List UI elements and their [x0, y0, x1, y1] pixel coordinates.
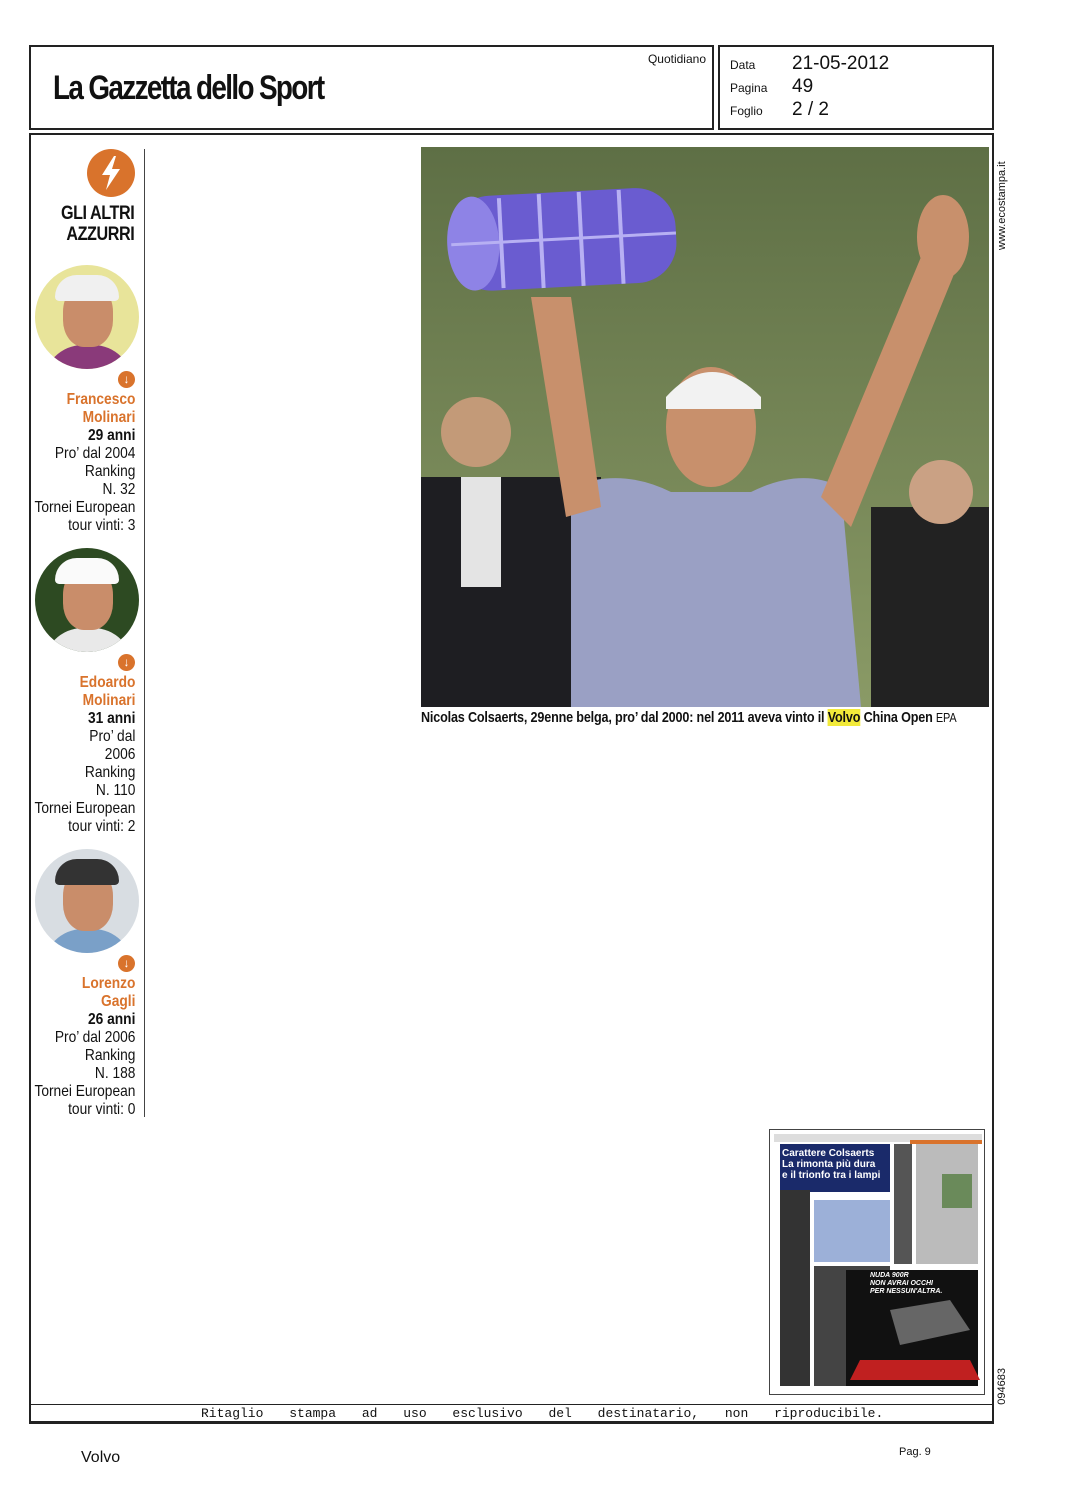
meta-sheet: Foglio 2 / 2 [730, 99, 829, 120]
side-code: 094683 [996, 1368, 1008, 1405]
sidebar-other-italians [31, 149, 145, 1117]
meta-page: Pagina 49 [730, 76, 814, 97]
publication-type: Quotidiano [647, 52, 706, 66]
photo-credit: EPA [935, 710, 957, 725]
player-info: Lorenzo Gagli 26 anni Pro’ dal 2006 Ranking N. 188 Tornei European tour vinti: 0 [34, 975, 135, 1118]
bottom-page-number: Pag. 9 [899, 1446, 931, 1458]
thumb-headline: La rimonta più dura [782, 1159, 876, 1170]
newspaper-header [29, 45, 714, 130]
arrow-down-icon: ↓ [118, 955, 135, 972]
arrow-down-icon: ↓ [118, 371, 135, 388]
player-avatar [35, 265, 139, 369]
player-info: Edoardo Molinari 31 anni Pro’ dal 2006 Ranking N. 110 Tornei European tour vinti: 2 [34, 674, 135, 835]
photo-caption: Nicolas Colsaerts, 29enne belga, pro’ dal 2000: nel 2011 aveva vinto il Volvo China Open EPA [421, 709, 957, 726]
thumb-headline: Carattere Colsaerts [782, 1148, 875, 1159]
sidebar-title: GLI ALTRI AZZURRI [60, 203, 134, 245]
meta-box [718, 45, 994, 130]
footer-notice: Ritaglio stampa ad uso esclusivo del destinatario, non riproducibile. [29, 1404, 994, 1424]
thumb-ad-text: PER NESSUN'ALTRA. [870, 1288, 943, 1295]
trophy-photo [421, 147, 989, 707]
side-url: www.ecostampa.it [996, 161, 1008, 250]
player-info: Francesco Molinari 29 anni Pro’ dal 2004 Ranking N. 32 Tornei European tour vinti: 3 [34, 391, 135, 534]
thumb-ad-text: NUDA 900R [870, 1272, 909, 1279]
thumb-ad-text: NON AVRAI OCCHI [870, 1280, 933, 1287]
player-avatar [35, 548, 139, 652]
bottom-keyword: Volvo [81, 1449, 121, 1466]
meta-date: Data 21-05-2012 [730, 53, 890, 74]
newspaper-logo: La Gazzetta dello Sport [53, 69, 324, 107]
arrow-down-icon: ↓ [118, 654, 135, 671]
thumb-headline: e il trionfo tra i lampi [782, 1170, 881, 1181]
lightning-icon [87, 149, 135, 197]
player-avatar [35, 849, 139, 953]
article-frame [29, 133, 994, 1423]
page-thumbnail [769, 1129, 985, 1395]
highlighted-keyword: Volvo [827, 709, 861, 726]
